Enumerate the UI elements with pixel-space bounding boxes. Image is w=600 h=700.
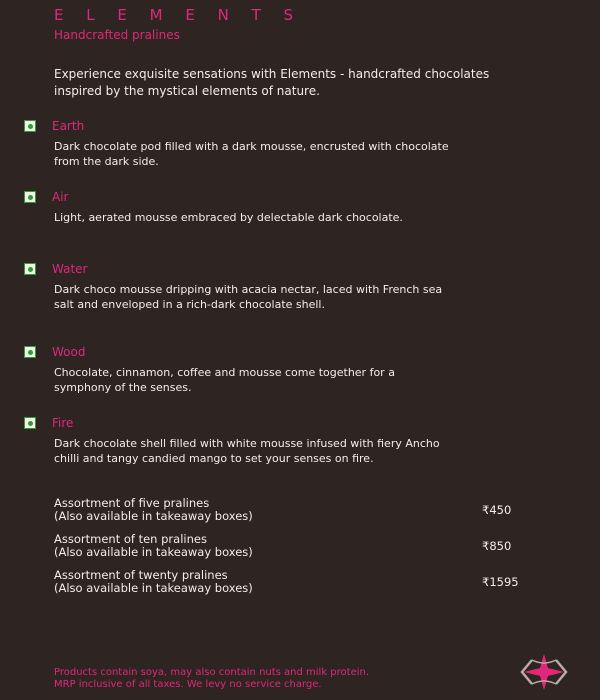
item-name: Earth — [52, 119, 85, 133]
price-value: ₹1595 — [482, 575, 519, 589]
veg-indicator-icon — [24, 191, 36, 203]
price-value: ₹850 — [482, 539, 512, 553]
item-name: Water — [52, 262, 88, 276]
menu-item-fire — [24, 414, 544, 466]
brand-title: E L E M E N T S — [54, 6, 303, 24]
price-note: (Also available in takeaway boxes) — [54, 545, 253, 559]
item-description: Dark choco mousse dripping with acacia nectar, laced with French sea salt and enveloped in a rich-dark chocolate shell. — [54, 283, 443, 311]
price-label: Assortment of twenty pralines — [54, 568, 228, 582]
item-description: Dark chocolate pod filled with a dark mousse, encrusted with chocolate from the dark side. — [54, 140, 449, 168]
veg-indicator-icon — [24, 120, 36, 132]
menu-item-water — [24, 260, 544, 312]
price-note: (Also available in takeaway boxes) — [54, 509, 253, 523]
item-description: Chocolate, cinnamon, coffee and mousse come together for a symphony of the senses. — [54, 366, 395, 394]
item-name: Wood — [52, 345, 86, 359]
price-label: Assortment of ten pralines — [54, 532, 207, 546]
price-note: (Also available in takeaway boxes) — [54, 581, 253, 595]
footer-disclaimer — [54, 667, 369, 691]
menu-item-wood — [24, 343, 544, 395]
price-row-five — [54, 497, 534, 523]
price-value: ₹450 — [482, 503, 512, 517]
price-label: Assortment of five pralines — [54, 496, 210, 510]
price-row-twenty — [54, 569, 534, 595]
intro-text: Experience exquisite sensations with Elements - handcrafted chocolates inspired by the mystical elements of nature. — [54, 67, 490, 98]
diamond-star-logo-icon — [518, 652, 570, 692]
item-name: Air — [52, 190, 69, 204]
item-description: Dark chocolate shell filled with white mousse infused with fiery Ancho chilli and tangy candied mango to set your senses on fire. — [54, 437, 440, 465]
veg-indicator-icon — [24, 263, 36, 275]
item-description: Light, aerated mousse embraced by delectable dark chocolate. — [54, 211, 403, 224]
menu-item-earth — [24, 117, 544, 169]
item-name: Fire — [52, 416, 74, 430]
menu-item-air — [24, 188, 544, 225]
veg-indicator-icon — [24, 417, 36, 429]
footer-line: Products contain soya, may also contain nuts and milk protein. — [54, 667, 370, 678]
section-subtitle: Handcrafted pralines — [54, 28, 180, 42]
price-row-ten — [54, 533, 534, 559]
veg-indicator-icon — [24, 346, 36, 358]
footer-line: MRP inclusive of all taxes. We levy no service charge. — [54, 679, 322, 690]
